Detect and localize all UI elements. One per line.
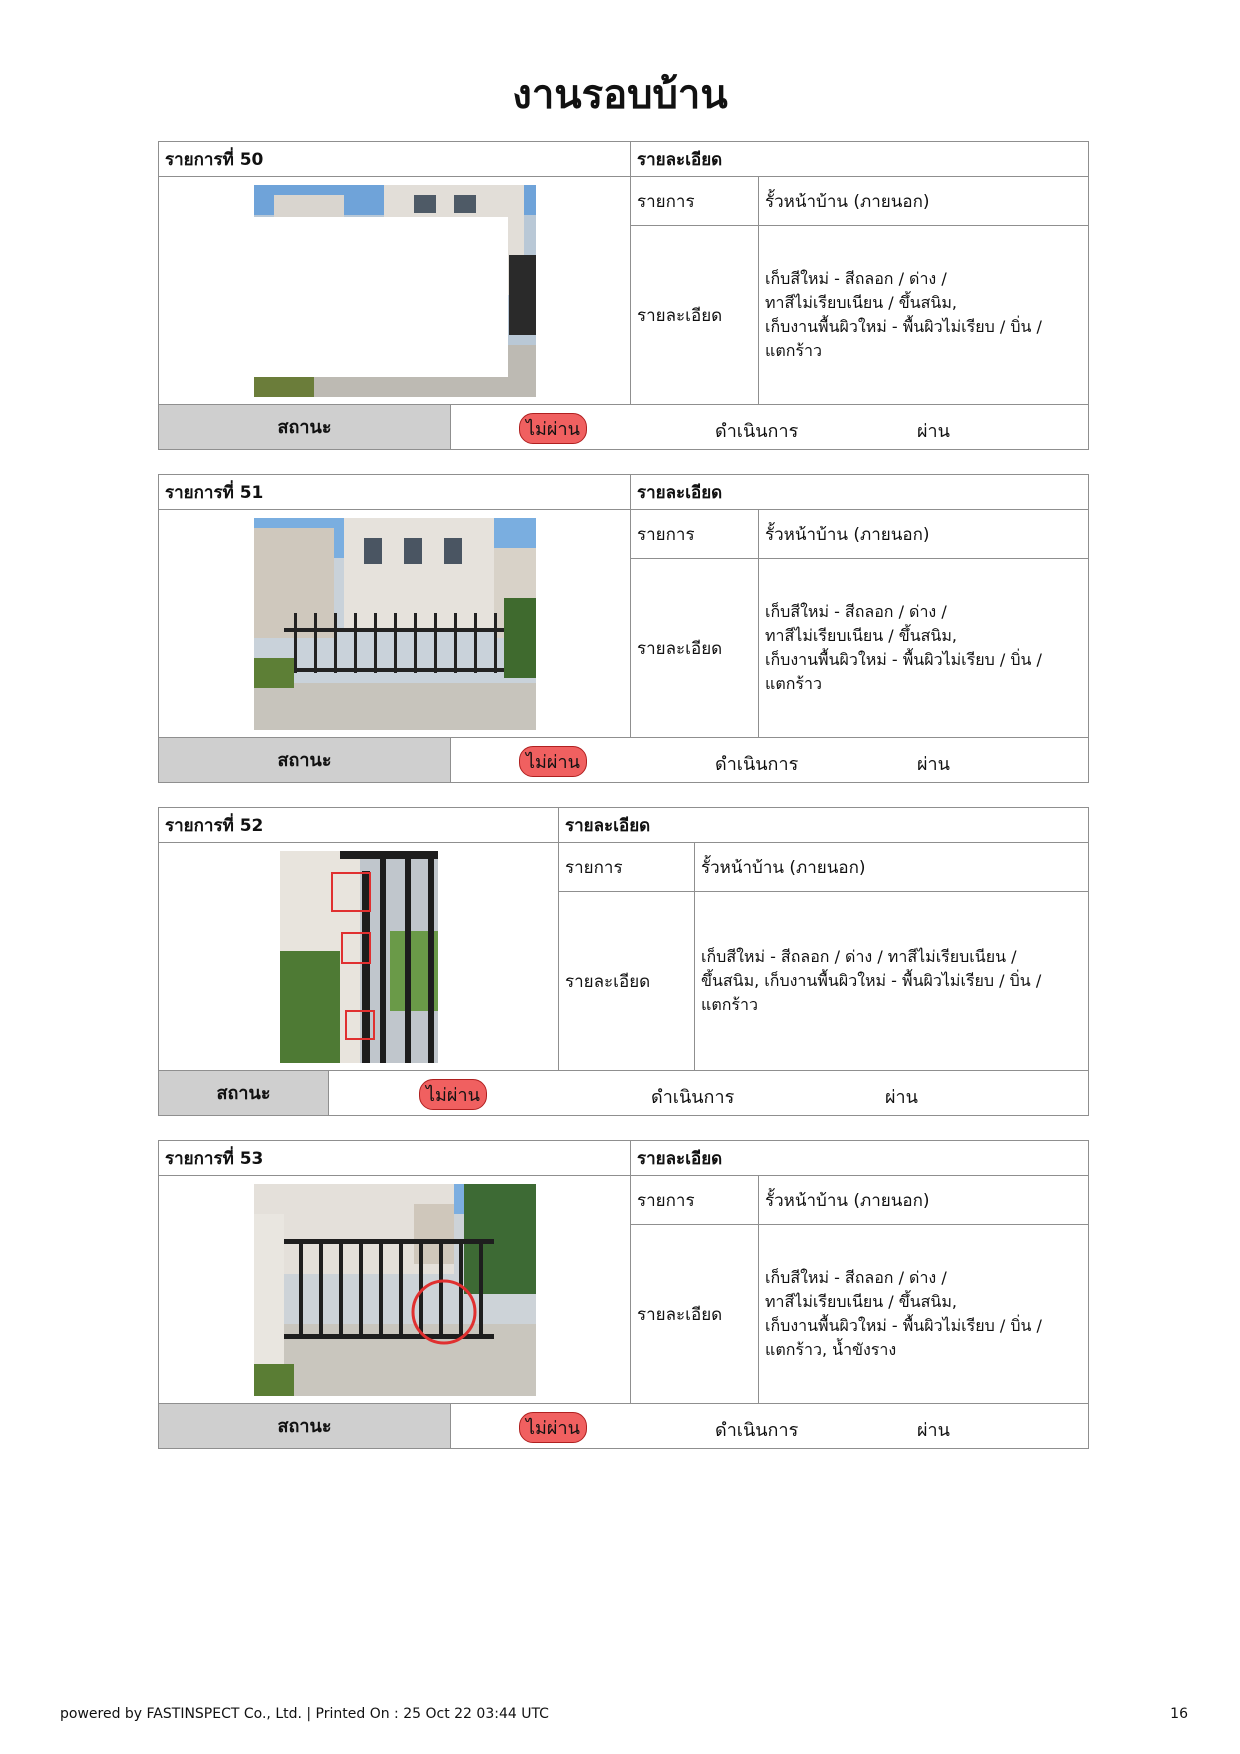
detail-label: รายละเอียด [559, 892, 695, 1071]
inspection-item-51 [158, 474, 1088, 783]
photo-cell [159, 1176, 631, 1404]
status-row [158, 1403, 1089, 1449]
detail-line: เก็บสีใหม่ - สีถลอก / ด่าง / [765, 1268, 947, 1287]
detail-line: เก็บสีใหม่ - สีถลอก / ด่าง / ทาสีไม่เรียบเนียน / [701, 947, 1017, 966]
page-number: 16 [1170, 1706, 1188, 1722]
photo-cell [159, 177, 631, 405]
detail-label: รายละเอียด [631, 559, 759, 738]
item-title: รายการที่ 51 [159, 475, 631, 510]
fence-photo[interactable] [254, 185, 536, 397]
detail-header: รายละเอียด [631, 142, 1089, 177]
status-option-fail[interactable]: ไม่ผ่าน [519, 746, 587, 777]
detail-line: เก็บสีใหม่ - สีถลอก / ด่าง / [765, 602, 947, 621]
detail-header: รายละเอียด [631, 475, 1089, 510]
footer-credit: powered by FASTINSPECT Co., Ltd. | Printed On : 25 Oct 22 03:44 UTC [60, 1706, 549, 1722]
detail-line: แตกร้าว, น้ำขังราง [765, 1340, 897, 1359]
detail-line: ทาสีไม่เรียบเนียน / ขึ้นสนิม, [765, 293, 957, 312]
status-row [158, 404, 1089, 450]
photo-cell [159, 843, 559, 1071]
detail-line: เก็บสีใหม่ - สีถลอก / ด่าง / [765, 269, 947, 288]
fence-photo[interactable] [280, 851, 438, 1063]
item-title: รายการที่ 50 [159, 142, 631, 177]
status-option-fail[interactable]: ไม่ผ่าน [519, 1412, 587, 1443]
detail-header: รายละเอียด [631, 1141, 1089, 1176]
detail-line: ขึ้นสนิม, เก็บงานพื้นผิวใหม่ - พื้นผิวไม่เรียบ / บิ่น / [701, 971, 1042, 990]
page-title: งานรอบบ้าน [512, 72, 728, 118]
item-value: รั้วหน้าบ้าน (ภายนอก) [759, 1176, 1089, 1225]
detail-line: เก็บงานพื้นผิวใหม่ - พื้นผิวไม่เรียบ / บิ่น / [765, 650, 1042, 669]
status-options [451, 404, 1089, 449]
item-value: รั้วหน้าบ้าน (ภายนอก) [759, 177, 1089, 226]
detail-value [695, 892, 1089, 1071]
status-row [158, 1070, 1089, 1116]
status-option-pass[interactable]: ผ่าน [917, 420, 950, 442]
status-option-fail[interactable]: ไม่ผ่าน [519, 413, 587, 444]
inspection-item-50 [158, 141, 1088, 450]
status-option-inprogress[interactable]: ดำเนินการ [715, 1419, 799, 1441]
item-label: รายการ [559, 843, 695, 892]
status-option-pass[interactable]: ผ่าน [885, 1086, 918, 1108]
detail-line: ทาสีไม่เรียบเนียน / ขึ้นสนิม, [765, 1292, 957, 1311]
fence-photo[interactable] [254, 1184, 536, 1396]
detail-line: แตกร้าว [765, 341, 822, 360]
status-option-inprogress[interactable]: ดำเนินการ [651, 1086, 735, 1108]
status-options [451, 737, 1089, 782]
item-title: รายการที่ 52 [159, 808, 559, 843]
item-label: รายการ [631, 1176, 759, 1225]
status-option-fail[interactable]: ไม่ผ่าน [419, 1079, 487, 1110]
status-options [329, 1070, 1089, 1115]
inspection-item-53 [158, 1140, 1088, 1449]
detail-line: แตกร้าว [701, 995, 758, 1014]
photo-cell [159, 510, 631, 738]
detail-line: เก็บงานพื้นผิวใหม่ - พื้นผิวไม่เรียบ / บิ่น / [765, 1316, 1042, 1335]
detail-value [759, 226, 1089, 405]
detail-value [759, 1225, 1089, 1404]
item-label: รายการ [631, 510, 759, 559]
item-title: รายการที่ 53 [159, 1141, 631, 1176]
status-label: สถานะ [159, 737, 451, 782]
detail-value [759, 559, 1089, 738]
detail-line: แตกร้าว [765, 674, 822, 693]
status-label: สถานะ [159, 1070, 329, 1115]
detail-line: ทาสีไม่เรียบเนียน / ขึ้นสนิม, [765, 626, 957, 645]
detail-label: รายละเอียด [631, 1225, 759, 1404]
status-options [451, 1403, 1089, 1448]
detail-header: รายละเอียด [559, 808, 1089, 843]
status-label: สถานะ [159, 404, 451, 449]
detail-line: เก็บงานพื้นผิวใหม่ - พื้นผิวไม่เรียบ / บิ่น / [765, 317, 1042, 336]
status-option-pass[interactable]: ผ่าน [917, 753, 950, 775]
inspection-item-52 [158, 807, 1088, 1116]
item-value: รั้วหน้าบ้าน (ภายนอก) [695, 843, 1089, 892]
status-label: สถานะ [159, 1403, 451, 1448]
status-option-inprogress[interactable]: ดำเนินการ [715, 753, 799, 775]
status-option-pass[interactable]: ผ่าน [917, 1419, 950, 1441]
item-label: รายการ [631, 177, 759, 226]
fence-photo[interactable] [254, 518, 536, 730]
item-value: รั้วหน้าบ้าน (ภายนอก) [759, 510, 1089, 559]
detail-label: รายละเอียด [631, 226, 759, 405]
status-option-inprogress[interactable]: ดำเนินการ [715, 420, 799, 442]
status-row [158, 737, 1089, 783]
